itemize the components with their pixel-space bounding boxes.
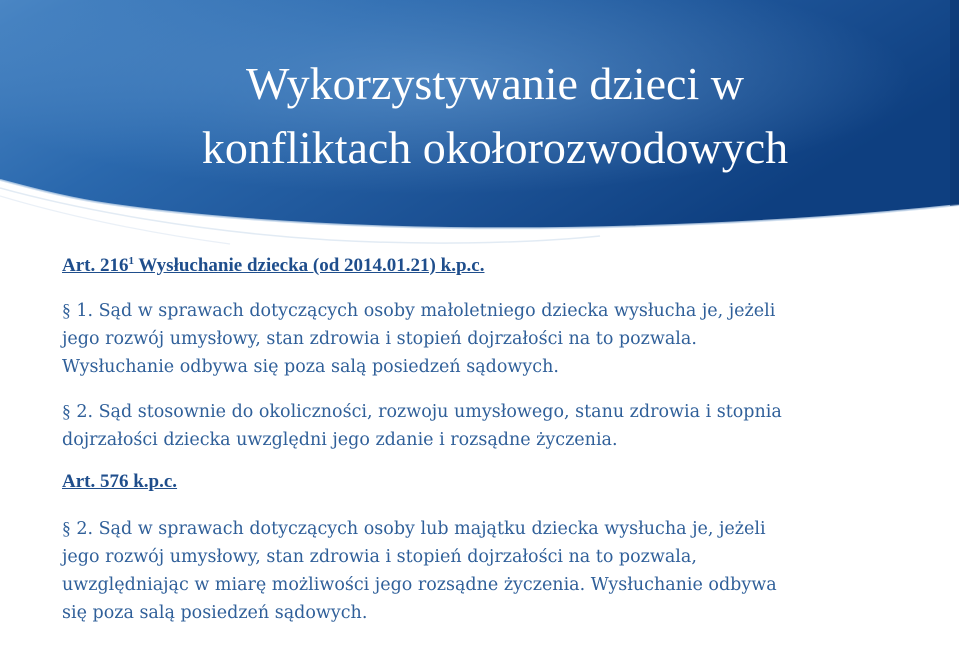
paragraph-line: się poza salą posiedzeń sądowych. [62,603,368,623]
heading-art-216-superscript: 1 [128,255,134,267]
paragraph-text: 2. Sąd stosownie do okoliczności, rozwoju umysłowego, stanu zdrowia i stopnia [70,402,782,422]
paragraph-line: jego rozwój umysłowy, stan zdrowia i stopień dojrzałości na to pozwala. [62,329,697,349]
section-sign: § [62,518,71,538]
paragraph-line: Wysłuchanie odbywa się poza salą posiedzeń sądowych. [62,357,559,377]
paragraph-line [62,296,922,325]
heading-art-216-rest: Wysłuchanie dziecka (od 2014.01.21) k.p.c. [133,255,485,276]
slide-content [62,252,922,627]
paragraph-art-576-par-2 [62,514,922,627]
paragraph-art-216-par-2 [62,397,922,454]
paragraph-art-216-par-1 [62,296,922,381]
slide-title-line-2: konfliktach okołorozwodowych [201,122,789,173]
paragraph-line: jego rozwój umysłowy, stan zdrowia i stopień dojrzałości na to pozwala, [62,547,697,567]
paragraph-line: uwzględniając w miarę możliwości jego rozsądne życzenia. Wysłuchanie odbywa [62,575,777,595]
paragraph-line [62,514,922,543]
section-heading-art-576: Art. 576 k.p.c. [62,471,178,492]
heading-art-216-prefix: Art. 216 [62,255,129,276]
section-heading-art-216 [62,252,922,280]
slide-title [95,52,895,180]
paragraph-line: dojrzałości dziecka uwzględni jego zdanie i rozsądne życzenia. [62,430,618,450]
section-sign: § [62,401,71,421]
paragraph-text: 1. Sąd w sprawach dotyczących osoby małoletniego dziecka wysłucha je, jeżeli [70,301,776,321]
section-sign: § [62,300,71,320]
slide-title-line-1: Wykorzystywanie dzieci w [246,58,744,109]
paragraph-line [62,397,922,426]
paragraph-text: 2. Sąd w sprawach dotyczących osoby lub majątku dziecka wysłucha je, jeżeli [70,519,766,539]
section-heading-art-576-wrap [62,468,922,496]
